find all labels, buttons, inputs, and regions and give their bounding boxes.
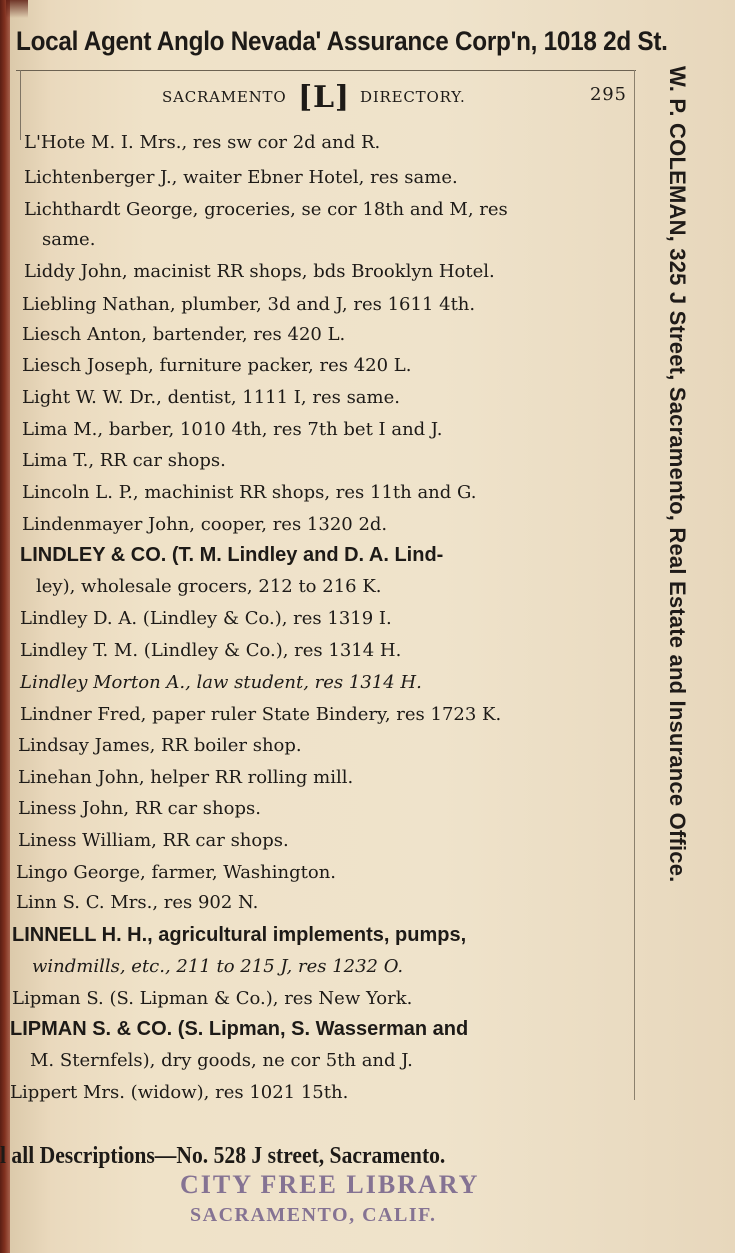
list-item: Lima M., barber, 1010 4th, res 7th bet I and J. — [22, 419, 443, 440]
list-item: Lindley Morton A., law student, res 1314 H. — [20, 672, 422, 693]
header-city: SACRAMENTO — [162, 88, 287, 106]
side-banner-text: W. P. COLEMAN, 325 J Street, Sacramento, Real Estate and Insurance Office. — [665, 66, 690, 883]
list-item: Liness William, RR car shops. — [18, 830, 289, 851]
list-item: Lichthardt George, groceries, se cor 18th and M, res — [24, 199, 508, 220]
list-item: windmills, etc., 211 to 215 J, res 1232 O. — [32, 956, 404, 977]
list-item: Lichtenberger J., waiter Ebner Hotel, res same. — [24, 167, 458, 188]
list-item: Lindner Fred, paper ruler State Bindery, res 1723 K. — [20, 704, 502, 725]
list-item: Lingo George, farmer, Washington. — [16, 862, 337, 883]
list-item: Linn S. C. Mrs., res 902 N. — [16, 892, 259, 913]
list-item: Liesch Joseph, furniture packer, res 420 L. — [22, 355, 412, 376]
list-item: Lindenmayer John, cooper, res 1320 2d. — [22, 514, 388, 535]
list-item: Liddy John, macinist RR shops, bds Brooklyn Hotel. — [24, 261, 495, 282]
top-advertisement-banner: Local Agent Anglo Nevada' Assurance Corp'n, 1018 2d St. — [16, 26, 668, 56]
list-item: Lippert Mrs. (widow), res 1021 15th. — [10, 1082, 349, 1103]
list-item: L'Hote M. I. Mrs., res sw cor 2d and R. — [24, 132, 381, 153]
list-item: Light W. W. Dr., dentist, 1111 I, res same. — [22, 387, 400, 408]
stamp-line-2: SACRAMENTO, CALIF. — [190, 1204, 437, 1226]
library-stamp — [178, 1170, 518, 1244]
list-item: M. Sternfels), dry goods, ne cor 5th and J. — [30, 1050, 413, 1071]
list-item: Lima T., RR car shops. — [22, 450, 226, 471]
list-item: Lincoln L. P., machinist RR shops, res 11th and G. — [22, 482, 477, 503]
header-directory: DIRECTORY. — [360, 88, 466, 106]
list-item: Lindley T. M. (Lindley & Co.), res 1314 H. — [20, 640, 402, 661]
side-advertisement-banner — [664, 66, 690, 882]
list-item: LINNELL H. H., agricultural implements, pumps, — [12, 924, 467, 946]
list-item: Lindsay James, RR boiler shop. — [18, 735, 302, 756]
page-number: 295 — [590, 84, 627, 105]
list-item: LINDLEY & CO. (T. M. Lindley and D. A. Lind- — [20, 544, 444, 566]
list-item: LIPMAN S. & CO. (S. Lipman, S. Wasserman and — [10, 1018, 469, 1040]
stamp-line-1: CITY FREE LIBRARY — [180, 1170, 480, 1199]
list-item: Liness John, RR car shops. — [18, 798, 261, 819]
bottom-advertisement-banner: l all Descriptions—No. 528 J street, Sacramento. — [0, 1143, 446, 1169]
list-item: Lipman S. (S. Lipman & Co.), res New York. — [12, 988, 413, 1009]
list-item: Liesch Anton, bartender, res 420 L. — [22, 324, 346, 345]
list-item: same. — [42, 229, 96, 250]
list-item: Liebling Nathan, plumber, 3d and J, res 1611 4th. — [22, 294, 476, 315]
header-letter: [L] — [298, 80, 350, 115]
list-item: Lindley D. A. (Lindley & Co.), res 1319 I. — [20, 608, 392, 629]
list-item: Linehan John, helper RR rolling mill. — [18, 767, 354, 788]
list-item: ley), wholesale grocers, 212 to 216 K. — [36, 576, 382, 597]
